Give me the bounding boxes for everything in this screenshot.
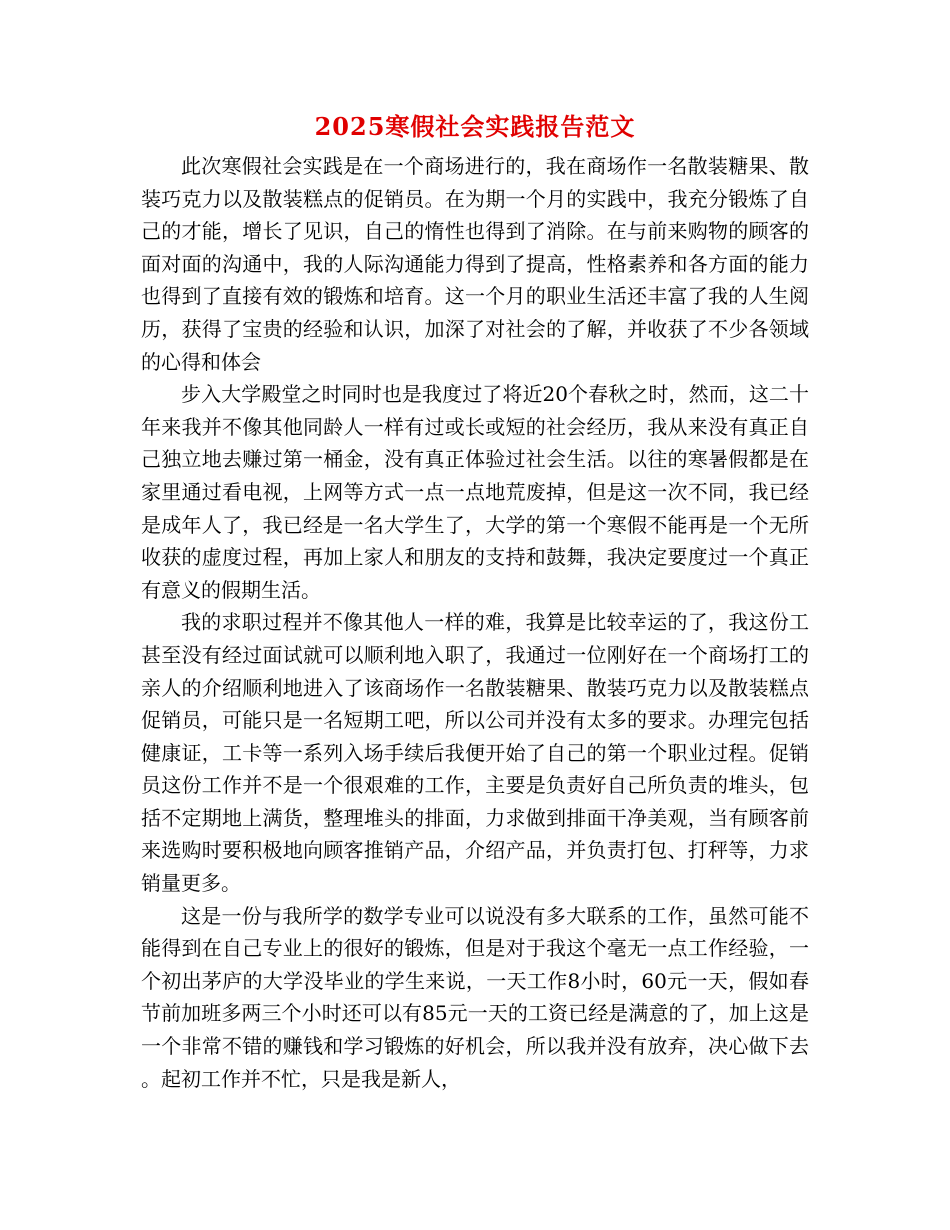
- document-body: [141, 150, 809, 1095]
- paragraph-4: 这是一份与我所学的数学专业可以说没有多大联系的工作，虽然可能不能得到在自己专业上的很好的锻炼，但是对于我这个毫无一点工作经验，一个初出茅庐的大学没毕业的学生来说，一天工作8小时，60元一天，假如春节前加班多两三个小时还可以有85元一天的工资已经是满意的了，加上这是一个非常不错的赚钱和学习锻炼的好机会，所以我并没有放弃，决心做下去。起初工作并不忙，只是我是新人，: [141, 903, 809, 1091]
- paragraph-3: 我的求职过程并不像其他人一样的难，我算是比较幸运的了，我这份工甚至没有经过面试就可以顺利地入职了，我通过一位刚好在一个商场打工的亲人的介绍顺利地进入了该商场作一名散装糖果、散装巧克力以及散装糕点促销员，可能只是一名短期工吧，所以公司并没有太多的要求。办理完包括健康证，工卡等一系列入场手续后我便开始了自己的第一个职业过程。促销员这份工作并不是一个很艰难的工作，主要是负责好自己所负责的堆头，包括不定期地上满货，整理堆头的排面，力求做到排面干净美观，当有顾客前来选购时要积极地向顾客推销产品，介绍产品，并负责打包、打秤等，力求销量更多。: [141, 610, 809, 896]
- paragraph-2: 步入大学殿堂之时同时也是我度过了将近20个春秋之时，然而，这二十年来我并不像其他同龄人一样有过或长或短的社会经历，我从来没有真正自己独立地去赚过第一桶金，没有真正体验过社会生活。以往的寒暑假都是在家里通过看电视，上网等方式一点一点地荒废掉，但是这一次不同，我已经是成年人了，我已经是一名大学生了，大学的第一个寒假不能再是一个无所收获的虚度过程，再加上家人和朋友的支持和鼓舞，我决定要度过一个真正有意义的假期生活。: [141, 382, 809, 602]
- paragraph-1: 此次寒假社会实践是在一个商场进行的，我在商场作一名散装糖果、散装巧克力以及散装糕点的促销员。在为期一个月的实践中，我充分锻炼了自己的才能，增长了见识，自己的惰性也得到了消除。在与前来购物的顾客的面对面的沟通中，我的人际沟通能力得到了提高，性格素养和各方面的能力也得到了直接有效的锻炼和培育。这一个月的职业生活还丰富了我的人生阅历，获得了宝贵的经验和认识，加深了对社会的了解，并收获了不少各领域的心得和体会: [141, 154, 809, 374]
- document-title: 2025寒假社会实践报告范文: [314, 112, 636, 141]
